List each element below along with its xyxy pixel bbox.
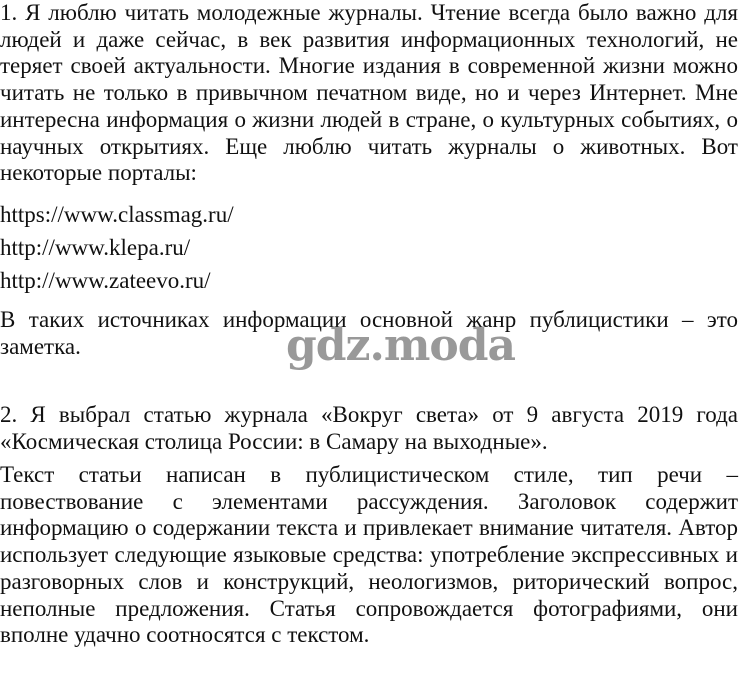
section1-paragraph: 1. Я люблю читать молодежные журналы. Чтение всегда было важно для людей и даже сейчас, в век развития информационных технологий, не теряет своей актуальности. Многие издания в современной жизни можно читать не только в привычном печатном виде, но и через Интернет. Мне интересна информация о жизни людей в стране, о культурных событиях, о научных открытиях. Еще люблю читать журналы о животных. Вот некоторые порталы: [0, 0, 738, 186]
portal-link-zateevo: http://www.zateevo.ru/ [0, 268, 211, 293]
section2-paragraph2: Текст статьи написан в публицистическом стиле, тип речи – повествование с элементами рассуждения. Заголовок содержит информацию о содержании текста и привлекает внимание читателя. Автор использует следующие языковые средства: употребление экспрессивных и разговорных слов и конструкций, неологизмов, риторический вопрос, неполные предложения. Статья сопровождается фотографиями, они вполне удачно соотносятся с текстом. [0, 462, 738, 648]
portal-link-classmag: https://www.classmag.ru/ [0, 202, 234, 227]
section2-paragraph1: 2. Я выбрал статью журнала «Вокруг света» от 9 августа 2019 года «Космическая столица России: в Самару на выходные». [0, 402, 738, 454]
section1-conclusion: В таких источниках информации основной жанр публицистики – это заметка. [0, 307, 738, 359]
watermark-logo: gdz.moda [286, 320, 516, 371]
portal-link-klepa: http://www.klepa.ru/ [0, 235, 191, 260]
